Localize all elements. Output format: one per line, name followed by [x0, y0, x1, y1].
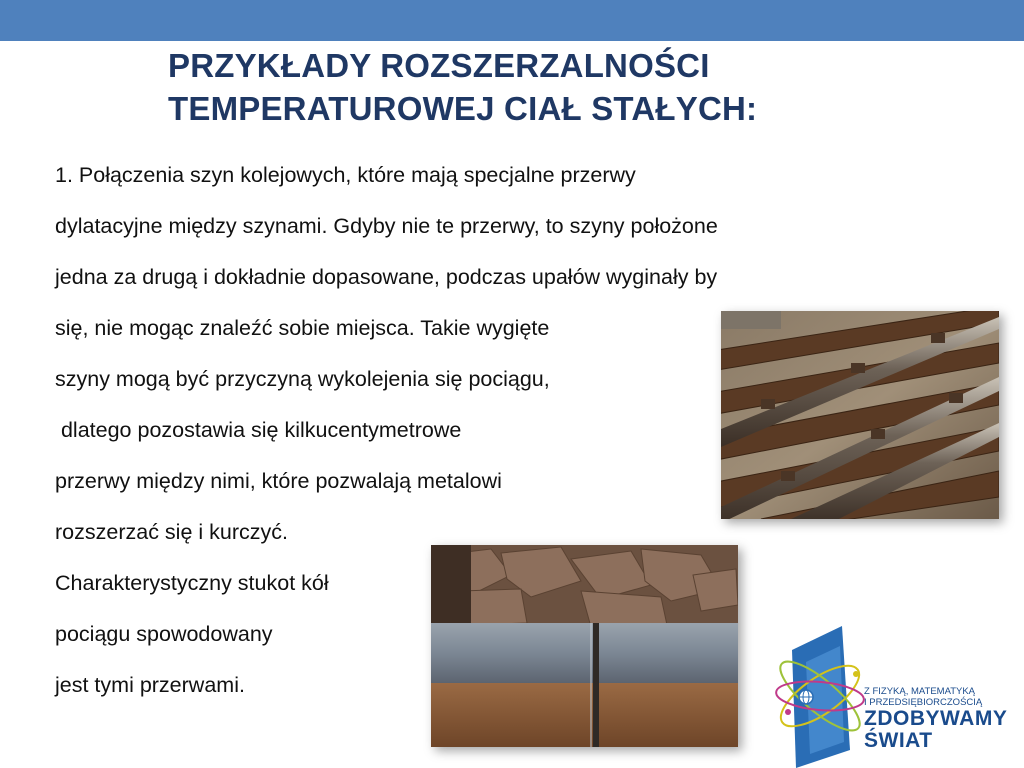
- body-line-3: jedna za drugą i dokładnie dopasowane, podczas upałów wyginały by: [55, 265, 718, 289]
- body-line-7: przerwy między nimi, które pozwalają metalowi: [55, 469, 502, 493]
- slide-title-line-2: TEMPERATUROWEJ CIAŁ STAŁYCH:: [168, 90, 758, 127]
- logo-wordmark: [864, 686, 1007, 752]
- body-line-10: pociągu spowodowany: [55, 622, 273, 646]
- body-line-4: się, nie mogąc znaleźć sobie miejsca. Takie wygięte: [55, 316, 550, 340]
- body-line-1: 1. Połączenia szyn kolejowych, które mają specjalne przerwy: [55, 163, 636, 187]
- body-line-5: szyny mogą być przyczyną wykolejenia się pociągu,: [55, 367, 550, 391]
- top-accent-bar: [0, 0, 1024, 41]
- slide-title-line-1: PRZYKŁADY ROZSZERZALNOŚCI: [168, 47, 710, 84]
- body-line-8: rozszerzać się i kurczyć.: [55, 520, 288, 544]
- body-line-6: dlatego pozostawia się kilkucentymetrowe: [55, 418, 462, 442]
- logo-line-3: ZDOBYWAMY: [864, 707, 1008, 730]
- rail-expansion-gap-photo: [431, 545, 738, 747]
- body-line-11: jest tymi przerwami.: [55, 673, 245, 697]
- railway-tracks-photo: [721, 311, 999, 519]
- body-line-9: Charakterystyczny stukot kół: [55, 571, 329, 595]
- logo-line-1: Z FIZYKĄ, MATEMATYKĄ: [864, 686, 976, 697]
- slide-title: [168, 44, 968, 130]
- logo-line-2: I PRZEDSIĘBIORCZOŚCIĄ: [864, 697, 983, 708]
- body-line-2: dylatacyjne między szynami. Gdyby nie te przerwy, to szyny położone: [55, 214, 718, 238]
- logo-line-4: ŚWIAT: [864, 729, 933, 752]
